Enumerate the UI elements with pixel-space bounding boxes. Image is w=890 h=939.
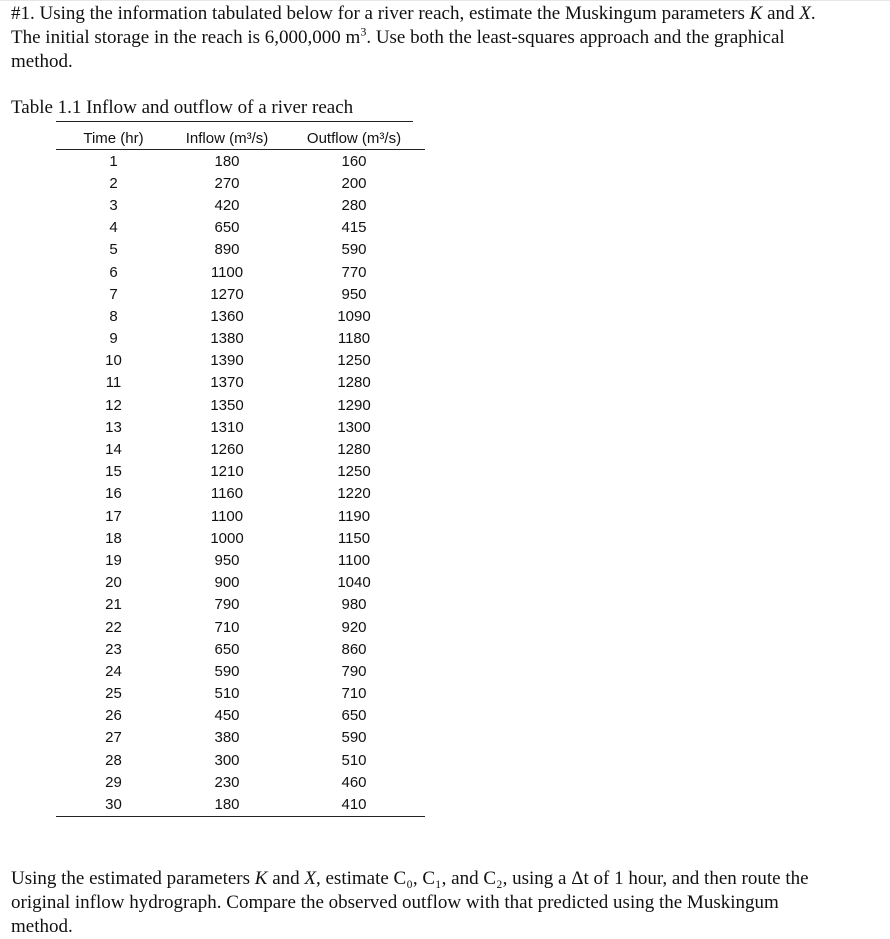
time-cell: 25 xyxy=(105,685,122,703)
inflow-cell: 650 xyxy=(214,219,240,237)
problem-text-part-2: . The initial storage in the reach is 6,000,000 m xyxy=(11,3,816,48)
table-row xyxy=(56,305,425,327)
outflow-cell: 415 xyxy=(341,219,367,237)
time-cell: 15 xyxy=(105,463,122,481)
problem-number: #1. xyxy=(11,3,35,24)
table-caption: Table 1.1 Inflow and outflow of a river reach xyxy=(11,97,354,118)
time-cell: 4 xyxy=(109,219,118,237)
outflow-cell: 280 xyxy=(341,196,367,214)
cubic-superscript: 3 xyxy=(360,24,367,39)
inflow-cell: 890 xyxy=(214,241,240,259)
caption-rule xyxy=(56,121,413,122)
inflow-cell: 270 xyxy=(214,174,240,192)
table-row xyxy=(56,793,425,816)
time-cell: 18 xyxy=(105,529,122,547)
inflow-cell: 1260 xyxy=(210,441,244,459)
table-row xyxy=(56,438,425,460)
table-row xyxy=(56,394,425,416)
outflow-cell: 1040 xyxy=(337,574,371,592)
outflow-cell: 1090 xyxy=(337,307,371,325)
closing-and-word: and xyxy=(267,868,305,889)
inflow-cell: 710 xyxy=(214,618,240,636)
inflow-cell: 1160 xyxy=(210,485,244,503)
page-top-rule xyxy=(0,0,890,1)
problem-and-word: and xyxy=(762,3,800,24)
table-row xyxy=(56,683,425,705)
table-row xyxy=(56,350,425,372)
inflow-cell: 1270 xyxy=(210,285,244,303)
inflow-cell: 1360 xyxy=(210,307,244,325)
outflow-cell: 980 xyxy=(341,596,367,614)
table-body xyxy=(56,150,425,817)
time-cell: 20 xyxy=(105,574,122,592)
table-row xyxy=(56,283,425,305)
table-row xyxy=(56,194,425,216)
time-cell: 17 xyxy=(105,507,122,525)
closing-text-part-2: , estimate C₀, C₁, and C₂, using a Δt of 1 hour, and then route the original inflow hydrograph. Compare the observed outflow with that predicted using the Muskingum method. xyxy=(11,868,809,937)
outflow-cell: 590 xyxy=(341,729,367,747)
inflow-cell: 590 xyxy=(214,662,240,680)
time-cell: 16 xyxy=(105,485,122,503)
header-outflow: Outflow (m³/s) xyxy=(283,127,425,150)
inflow-cell: 1000 xyxy=(210,529,244,547)
table-row xyxy=(56,749,425,771)
outflow-cell: 1280 xyxy=(337,441,371,459)
inflow-cell: 950 xyxy=(214,551,240,569)
time-cell: 30 xyxy=(56,793,171,816)
inflow-cell: 380 xyxy=(214,729,240,747)
inflow-cell: 510 xyxy=(214,685,240,703)
outflow-cell: 1150 xyxy=(337,529,371,547)
inflow-cell: 420 xyxy=(214,196,240,214)
time-cell: 1 xyxy=(109,152,118,170)
time-cell: 29 xyxy=(105,773,122,791)
time-cell: 21 xyxy=(105,596,122,614)
inflow-cell: 450 xyxy=(214,707,240,725)
time-cell: 24 xyxy=(105,662,122,680)
table-row xyxy=(56,461,425,483)
table-row xyxy=(56,638,425,660)
inflow-cell: 300 xyxy=(214,751,240,769)
inflow-cell: 1390 xyxy=(210,352,244,370)
table-row xyxy=(56,372,425,394)
outflow-cell: 160 xyxy=(341,152,367,170)
time-cell: 26 xyxy=(105,707,122,725)
time-cell: 11 xyxy=(105,374,122,392)
problem-statement xyxy=(11,2,841,74)
outflow-cell: 410 xyxy=(283,793,425,816)
table-row xyxy=(56,771,425,793)
table-row xyxy=(56,483,425,505)
variable-x: X xyxy=(799,3,811,24)
outflow-cell: 950 xyxy=(341,285,367,303)
time-cell: 2 xyxy=(109,174,118,192)
time-cell: 27 xyxy=(105,729,122,747)
inflow-cell: 1350 xyxy=(210,396,244,414)
inflow-cell: 180 xyxy=(171,793,283,816)
time-cell: 14 xyxy=(105,441,122,459)
inflow-cell: 230 xyxy=(214,773,240,791)
table-row xyxy=(56,527,425,549)
time-cell: 10 xyxy=(105,352,122,370)
time-cell: 5 xyxy=(109,241,118,259)
table-row xyxy=(56,416,425,438)
outflow-cell: 1180 xyxy=(337,330,371,348)
problem-text-part-3: . Use both the least-squares approach and the graphical method. xyxy=(11,27,785,72)
outflow-cell: 460 xyxy=(341,773,367,791)
time-cell: 9 xyxy=(109,330,118,348)
time-cell: 12 xyxy=(105,396,122,414)
table-row xyxy=(56,172,425,194)
table-row xyxy=(56,594,425,616)
inflow-cell: 1100 xyxy=(210,263,244,281)
outflow-cell: 1300 xyxy=(337,418,371,436)
table-row xyxy=(56,150,425,173)
time-cell: 28 xyxy=(105,751,122,769)
outflow-cell: 710 xyxy=(341,685,367,703)
closing-variable-k: K xyxy=(254,868,268,889)
time-cell: 23 xyxy=(105,640,122,658)
table-row xyxy=(56,239,425,261)
time-cell: 19 xyxy=(105,551,122,569)
table-row xyxy=(56,261,425,283)
outflow-cell: 650 xyxy=(341,707,367,725)
table-row xyxy=(56,660,425,682)
inflow-cell: 1310 xyxy=(210,418,244,436)
table-row xyxy=(56,616,425,638)
inflow-cell: 1100 xyxy=(210,507,244,525)
inflow-cell: 650 xyxy=(214,640,240,658)
time-cell: 6 xyxy=(109,263,118,281)
closing-variable-x: X xyxy=(304,868,316,889)
time-cell: 13 xyxy=(105,418,122,436)
outflow-cell: 1100 xyxy=(337,551,371,569)
variable-k: K xyxy=(749,3,763,24)
outflow-cell: 860 xyxy=(341,640,367,658)
inflow-cell: 900 xyxy=(214,574,240,592)
time-cell: 7 xyxy=(109,285,118,303)
problem-text-part-1: Using the information tabulated below for a river reach, estimate the Muskingum parameters xyxy=(34,3,750,24)
table-row xyxy=(56,572,425,594)
outflow-cell: 510 xyxy=(341,751,367,769)
inflow-outflow-table xyxy=(56,127,425,817)
outflow-cell: 770 xyxy=(341,263,367,281)
outflow-cell: 590 xyxy=(341,241,367,259)
inflow-cell: 790 xyxy=(214,596,240,614)
outflow-cell: 1280 xyxy=(337,374,371,392)
header-inflow: Inflow (m³/s) xyxy=(171,127,283,150)
time-cell: 3 xyxy=(109,196,118,214)
closing-text-part-1: Using the estimated parameters xyxy=(11,868,255,889)
table-row xyxy=(56,727,425,749)
time-cell: 8 xyxy=(109,307,118,325)
outflow-cell: 1250 xyxy=(337,463,371,481)
inflow-cell: 1370 xyxy=(210,374,244,392)
outflow-cell: 1290 xyxy=(337,396,371,414)
header-time: Time (hr) xyxy=(56,127,171,150)
outflow-cell: 920 xyxy=(341,618,367,636)
outflow-cell: 200 xyxy=(341,174,367,192)
table-header-row xyxy=(56,127,425,150)
inflow-cell: 1210 xyxy=(210,463,244,481)
table-row xyxy=(56,505,425,527)
table-row xyxy=(56,328,425,350)
time-cell: 22 xyxy=(105,618,122,636)
outflow-cell: 1220 xyxy=(337,485,371,503)
outflow-cell: 790 xyxy=(341,662,367,680)
table-row xyxy=(56,217,425,239)
inflow-cell: 1380 xyxy=(210,330,244,348)
table-row xyxy=(56,549,425,571)
outflow-cell: 1190 xyxy=(337,507,371,525)
outflow-cell: 1250 xyxy=(337,352,371,370)
inflow-cell: 180 xyxy=(214,152,240,170)
table-row xyxy=(56,705,425,727)
closing-paragraph xyxy=(11,867,841,939)
